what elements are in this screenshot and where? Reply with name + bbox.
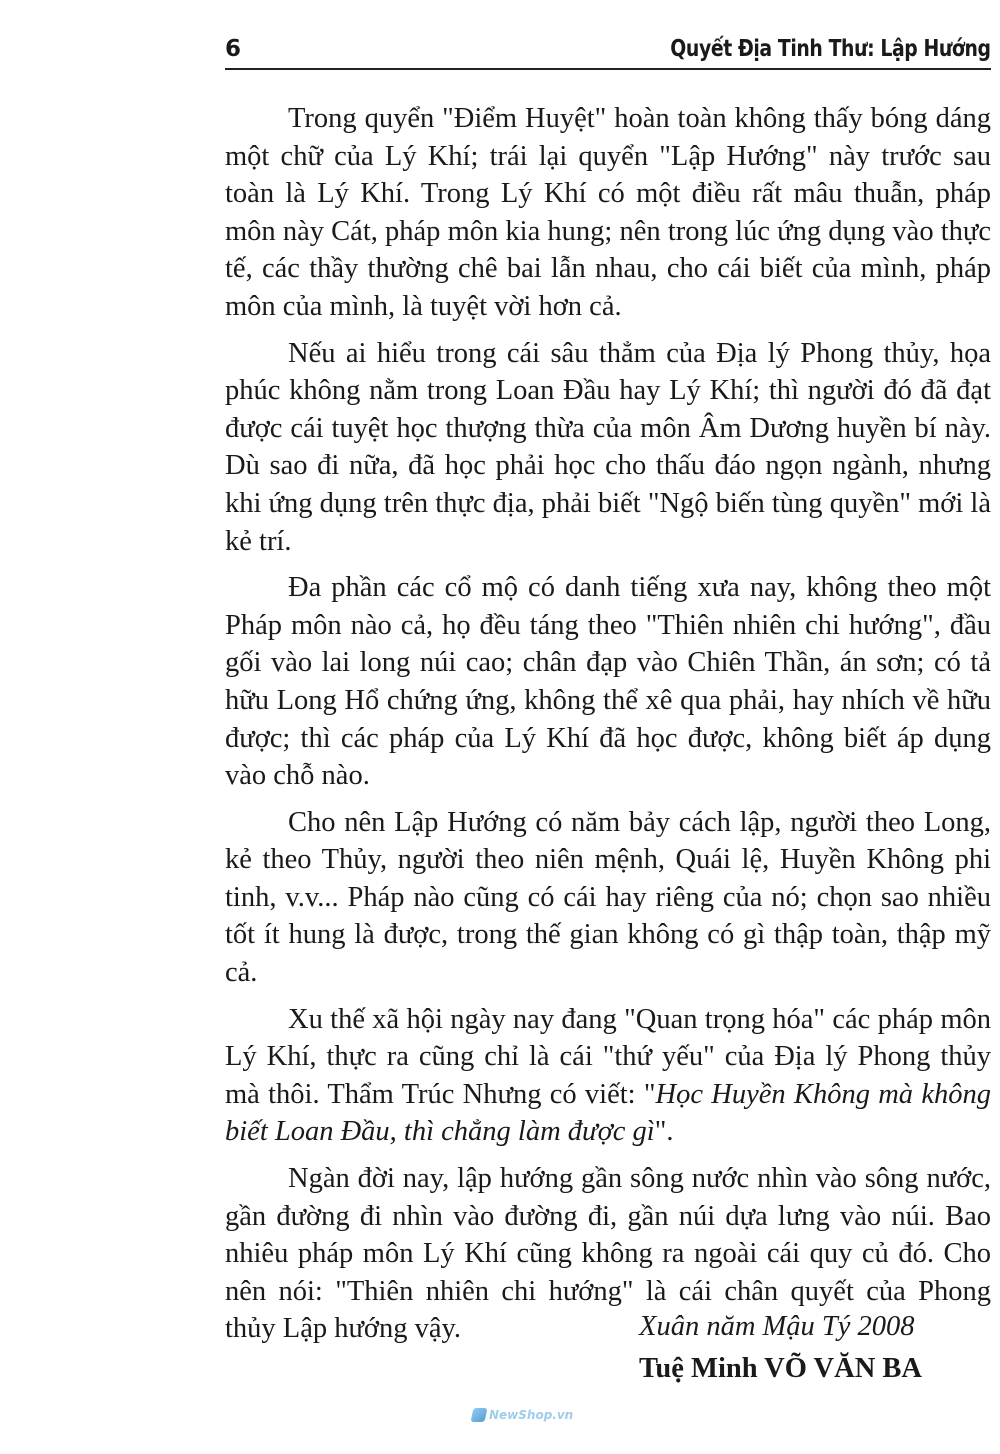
paragraph: Trong quyển "Điểm Huyệt" hoàn toàn không thấy bóng dáng một chữ của Lý Khí; trái lại quyển "Lập Hướng" này trước sau toàn là Lý Khí. Trong Lý Khí có một điều rất mâu thuẫn, pháp môn này Cát, pháp môn kia hung; nên trong lúc ứng dụng vào thực tế, các thầy thường chê bai lẫn nhau, cho cái biết của mình, pháp môn của mình, là tuyệt vời hơn cả. <box>225 103 991 322</box>
newshop-logo-icon <box>471 1408 488 1422</box>
watermark <box>472 1408 573 1422</box>
paragraph-text-end: ". <box>654 1116 674 1148</box>
signature-author: Tuệ Minh VÕ VĂN BA <box>639 1353 922 1384</box>
header-rule <box>225 68 991 70</box>
page-header <box>225 32 991 72</box>
paragraph: Đa phần các cổ mộ có danh tiếng xưa nay, không theo một Pháp môn nào cả, họ đều táng theo "Thiên nhiên chi hướng", đầu gối vào lai long núi cao; chân đạp vào Chiên Thần, án sơn; có tả hữu Long Hổ chứng ứng, không thể xê qua phải, hay nhích về hữu được; thì các pháp của Lý Khí đã học được, không biết áp dụng vào chỗ nào. <box>225 572 991 792</box>
running-title: Quyết Địa Tinh Thư: Lập Hướng <box>670 36 991 62</box>
signature-date: Xuân năm Mậu Tý 2008 <box>639 1311 915 1342</box>
page-number: 6 <box>225 36 241 62</box>
paragraph: Ngàn đời nay, lập hướng gần sông nước nhìn vào sông nước, gần đường đi nhìn vào đường đi, gần núi dựa lưng vào núi. Bao nhiêu pháp môn Lý Khí cũng không ra ngoài cái quy củ đó. Cho nên nói: "Thiên nhiên chi hướng" là cái chân quyết của Phong thủy Lập hướng vậy. <box>225 1163 991 1345</box>
signature-block <box>639 1306 922 1390</box>
paragraph: Cho nên Lập Hướng có năm bảy cách lập, người theo Long, kẻ theo Thủy, người theo niên mệnh, Quái lệ, Huyền Không phi tinh, v.v... Pháp nào cũng có cái hay riêng của nó; chọn sao nhiều tốt ít hung là được, trong thế gian không có gì thập toàn, thập mỹ cả. <box>225 806 991 989</box>
watermark-text: NewShop.vn <box>489 1408 574 1422</box>
italic-quote: Học Huyền Không mà không biết Loan Đầu, thì chẳng làm được gì <box>225 1078 991 1148</box>
paragraph-with-quote <box>225 1001 991 1151</box>
paragraph-text: Xu thế xã hội ngày nay đang "Quan trọng hóa" các pháp môn Lý Khí, thực ra cũng chỉ là cái "thứ yếu" của Địa lý Phong thủy mà thôi. Thẩm Trúc Nhưng có viết: " <box>225 1003 991 1110</box>
body-text <box>225 100 991 1357</box>
paragraph: Nếu ai hiểu trong cái sâu thẳm của Địa lý Phong thủy, họa phúc không nằm trong Loan Đầu hay Lý Khí; thì người đó đã đạt được cái tuyệt học thượng thừa của môn Âm Dương huyền bí này. Dù sao đi nữa, đã học phải học cho thấu đáo ngọn ngành, nhưng khi ứng dụng trên thực địa, phải biết "Ngộ biến tùng quyền" mới là kẻ trí. <box>225 337 991 557</box>
